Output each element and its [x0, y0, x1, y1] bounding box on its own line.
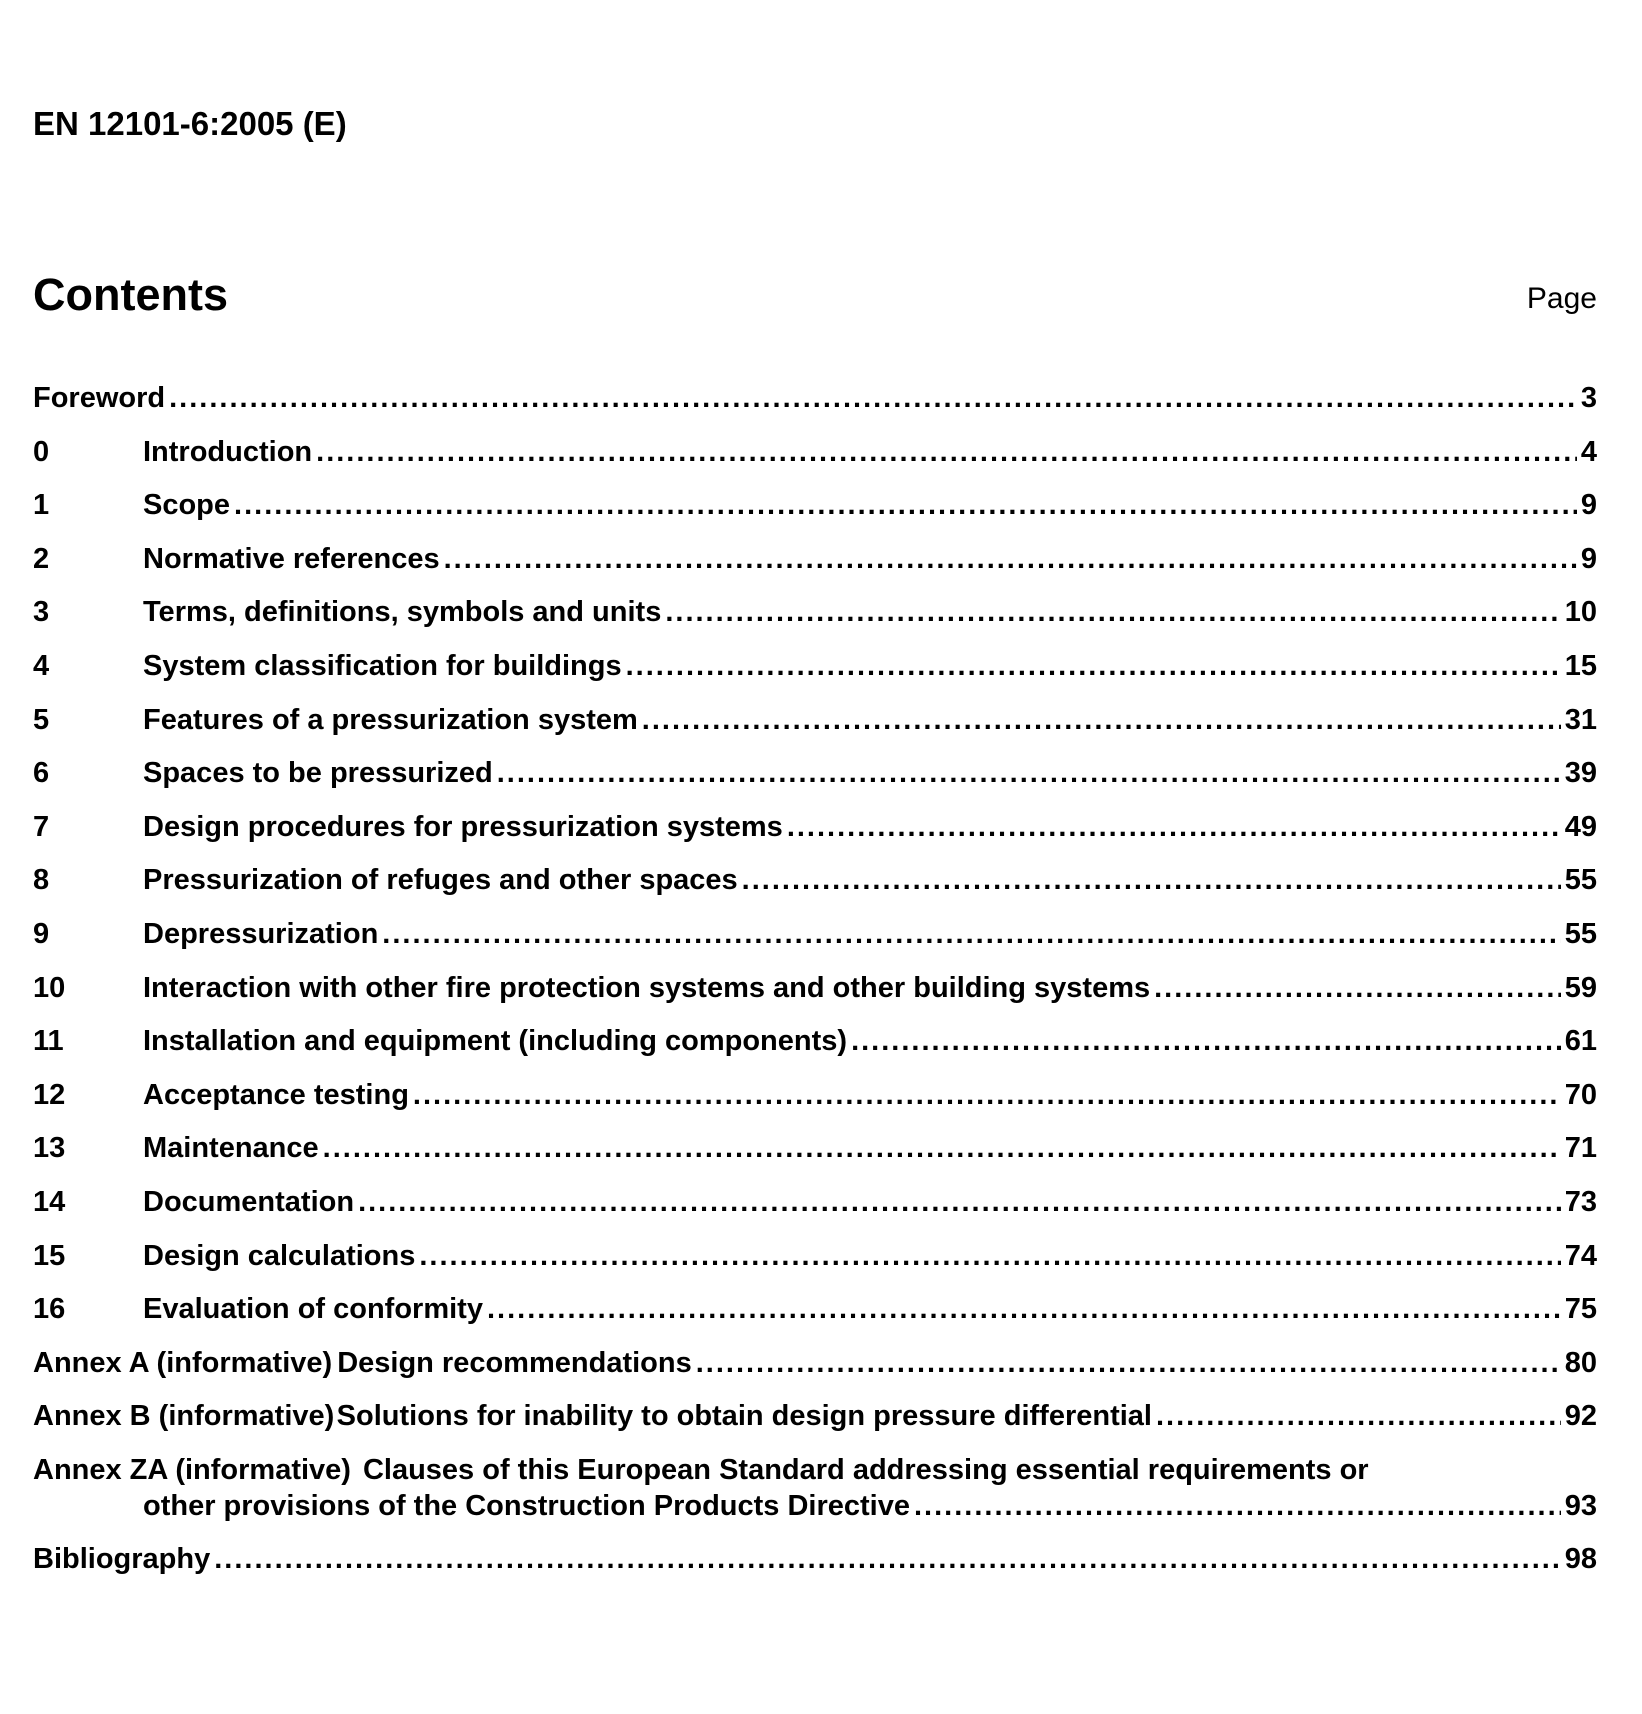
- toc-entry-3[interactable]: [33, 594, 1597, 648]
- table-of-contents: [33, 380, 1597, 1594]
- toc-entry-title: Installation and equipment (including components): [143, 1025, 848, 1058]
- toc-entry-page: 61: [1564, 1025, 1597, 1058]
- toc-entry-title: Design calculations: [143, 1239, 416, 1272]
- dot-leader: [497, 755, 1561, 791]
- toc-entry-title: Design procedures for pressurization systems: [143, 810, 783, 843]
- toc-entry-number: 8: [33, 864, 50, 897]
- toc-entry-page: 15: [1564, 649, 1597, 682]
- toc-entry-number: 11: [33, 1025, 64, 1058]
- toc-entry-number: 13: [33, 1132, 66, 1165]
- toc-entry-2[interactable]: [33, 541, 1597, 595]
- toc-entry-annex-b[interactable]: [33, 1398, 1597, 1452]
- toc-entry-page: 55: [1564, 864, 1597, 897]
- dot-leader: [787, 809, 1561, 845]
- toc-entry-title: Documentation: [143, 1185, 355, 1218]
- toc-entry-15[interactable]: [33, 1238, 1597, 1292]
- toc-entry-page: 80: [1564, 1346, 1597, 1379]
- dot-leader: [323, 1130, 1561, 1166]
- toc-entry-16[interactable]: [33, 1291, 1597, 1345]
- dot-leader: [413, 1077, 1561, 1113]
- toc-entry-number: 7: [33, 810, 50, 843]
- dot-leader: [696, 1345, 1561, 1381]
- toc-entry-page: 59: [1564, 971, 1597, 1004]
- annex-za-first-line: [33, 1452, 1597, 1488]
- toc-entry-title: Terms, definitions, symbols and units: [143, 596, 662, 629]
- contents-heading: Contents: [33, 269, 228, 320]
- toc-entry-title: Foreword: [33, 382, 166, 414]
- toc-entry-number: 10: [33, 971, 66, 1004]
- dot-leader: [626, 648, 1561, 684]
- toc-entry-title: Interaction with other fire protection systems and other building systems: [143, 971, 1151, 1004]
- toc-entry-title-line2: other provisions of the Construction Products Directive: [143, 1489, 910, 1522]
- toc-entry-number: 16: [33, 1293, 66, 1326]
- toc-entry-number: 0: [33, 435, 50, 468]
- toc-entry-title: Introduction: [143, 435, 313, 468]
- annex-za-second-line: [33, 1488, 1597, 1524]
- dot-leader: [234, 487, 1577, 523]
- toc-entry-1[interactable]: [33, 487, 1597, 541]
- toc-entry-page: 74: [1564, 1239, 1597, 1272]
- toc-entry-number: 2: [33, 542, 50, 575]
- toc-entry-7[interactable]: [33, 809, 1597, 863]
- page-column-label: Page: [1526, 282, 1597, 315]
- dot-leader: [914, 1488, 1561, 1524]
- toc-entry-14[interactable]: [33, 1184, 1597, 1238]
- toc-entry-number: 12: [33, 1078, 66, 1111]
- toc-entry-number: 1: [33, 489, 50, 522]
- toc-entry-page: 93: [1564, 1489, 1597, 1522]
- document-id: EN 12101-6:2005 (E): [33, 105, 347, 142]
- toc-entry-title: Design recommendations: [337, 1346, 692, 1379]
- toc-entry-title: Depressurization: [143, 917, 379, 950]
- toc-entry-title: Evaluation of conformity: [143, 1293, 483, 1326]
- toc-entry-page: 92: [1564, 1400, 1597, 1433]
- toc-entry-page: 55: [1564, 917, 1597, 950]
- toc-entry-page: 98: [1564, 1542, 1597, 1575]
- dot-leader: [742, 862, 1561, 898]
- toc-entry-number: 5: [33, 703, 50, 736]
- dot-leader: [358, 1184, 1561, 1220]
- toc-entry-number: 9: [33, 917, 50, 950]
- toc-entry-title: Maintenance: [143, 1132, 319, 1165]
- toc-entry-page: 39: [1564, 757, 1597, 790]
- toc-entry-number: 3: [33, 596, 50, 629]
- toc-entry-annex-a[interactable]: [33, 1345, 1597, 1399]
- toc-entry-4[interactable]: [33, 648, 1597, 702]
- toc-entry-number: 14: [33, 1185, 66, 1218]
- toc-entry-5[interactable]: [33, 702, 1597, 756]
- dot-leader: [1154, 970, 1561, 1006]
- annex-label: Annex A (informative): [33, 1346, 333, 1379]
- dot-leader: [382, 916, 1560, 952]
- toc-entry-title: Bibliography: [33, 1542, 211, 1575]
- toc-entry-page: 70: [1564, 1078, 1597, 1111]
- toc-entry-page: 9: [1580, 542, 1597, 575]
- dot-leader: [214, 1541, 1561, 1577]
- toc-entry-page: 31: [1564, 703, 1597, 736]
- toc-entry-page: 4: [1580, 435, 1597, 468]
- dot-leader: [444, 541, 1577, 577]
- toc-entry-title: Spaces to be pressurized: [143, 757, 493, 790]
- toc-entry-foreword[interactable]: [33, 380, 1597, 434]
- toc-entry-page: 3: [1580, 382, 1597, 414]
- toc-entry-title-line1: Clauses of this European Standard addressing essential requirements or: [362, 1453, 1369, 1486]
- toc-entry-6[interactable]: [33, 755, 1597, 809]
- toc-entry-annex-za[interactable]: [33, 1452, 1597, 1541]
- toc-entry-title: Solutions for inability to obtain design pressure differential: [336, 1400, 1152, 1433]
- toc-entry-bibliography[interactable]: [33, 1541, 1597, 1595]
- dot-leader: [851, 1023, 1561, 1059]
- toc-entry-number: 4: [33, 649, 50, 682]
- toc-entry-title: Pressurization of refuges and other spaces: [143, 864, 738, 897]
- dot-leader: [642, 702, 1561, 738]
- toc-entry-10[interactable]: [33, 970, 1597, 1024]
- toc-entry-title: Features of a pressurization system: [143, 703, 638, 736]
- toc-entry-8[interactable]: [33, 862, 1597, 916]
- toc-entry-13[interactable]: [33, 1130, 1597, 1184]
- toc-entry-title: System classification for buildings: [143, 649, 622, 682]
- dot-leader: [1156, 1398, 1561, 1434]
- dot-leader: [169, 380, 1577, 416]
- toc-entry-12[interactable]: [33, 1077, 1597, 1131]
- toc-entry-9[interactable]: [33, 916, 1597, 970]
- dot-leader: [316, 434, 1577, 470]
- toc-entry-title: Normative references: [143, 542, 440, 575]
- dot-leader: [665, 594, 1560, 630]
- toc-entry-page: 75: [1564, 1293, 1597, 1326]
- toc-entry-0[interactable]: [33, 434, 1597, 488]
- toc-entry-page: 71: [1564, 1132, 1597, 1165]
- toc-entry-page: 10: [1564, 596, 1597, 629]
- toc-entry-page: 73: [1564, 1185, 1597, 1218]
- toc-entry-page: 9: [1580, 489, 1597, 522]
- toc-entry-page: 49: [1564, 810, 1597, 843]
- toc-entry-number: 15: [33, 1239, 66, 1272]
- dot-leader: [487, 1291, 1561, 1327]
- annex-label: Annex B (informative): [33, 1400, 335, 1433]
- toc-entry-11[interactable]: [33, 1023, 1597, 1077]
- annex-label: Annex ZA (informative): [33, 1453, 351, 1486]
- toc-entry-title: Scope: [143, 489, 231, 522]
- toc-entry-title: Acceptance testing: [143, 1078, 409, 1111]
- toc-entry-number: 6: [33, 757, 50, 790]
- dot-leader: [419, 1238, 1560, 1274]
